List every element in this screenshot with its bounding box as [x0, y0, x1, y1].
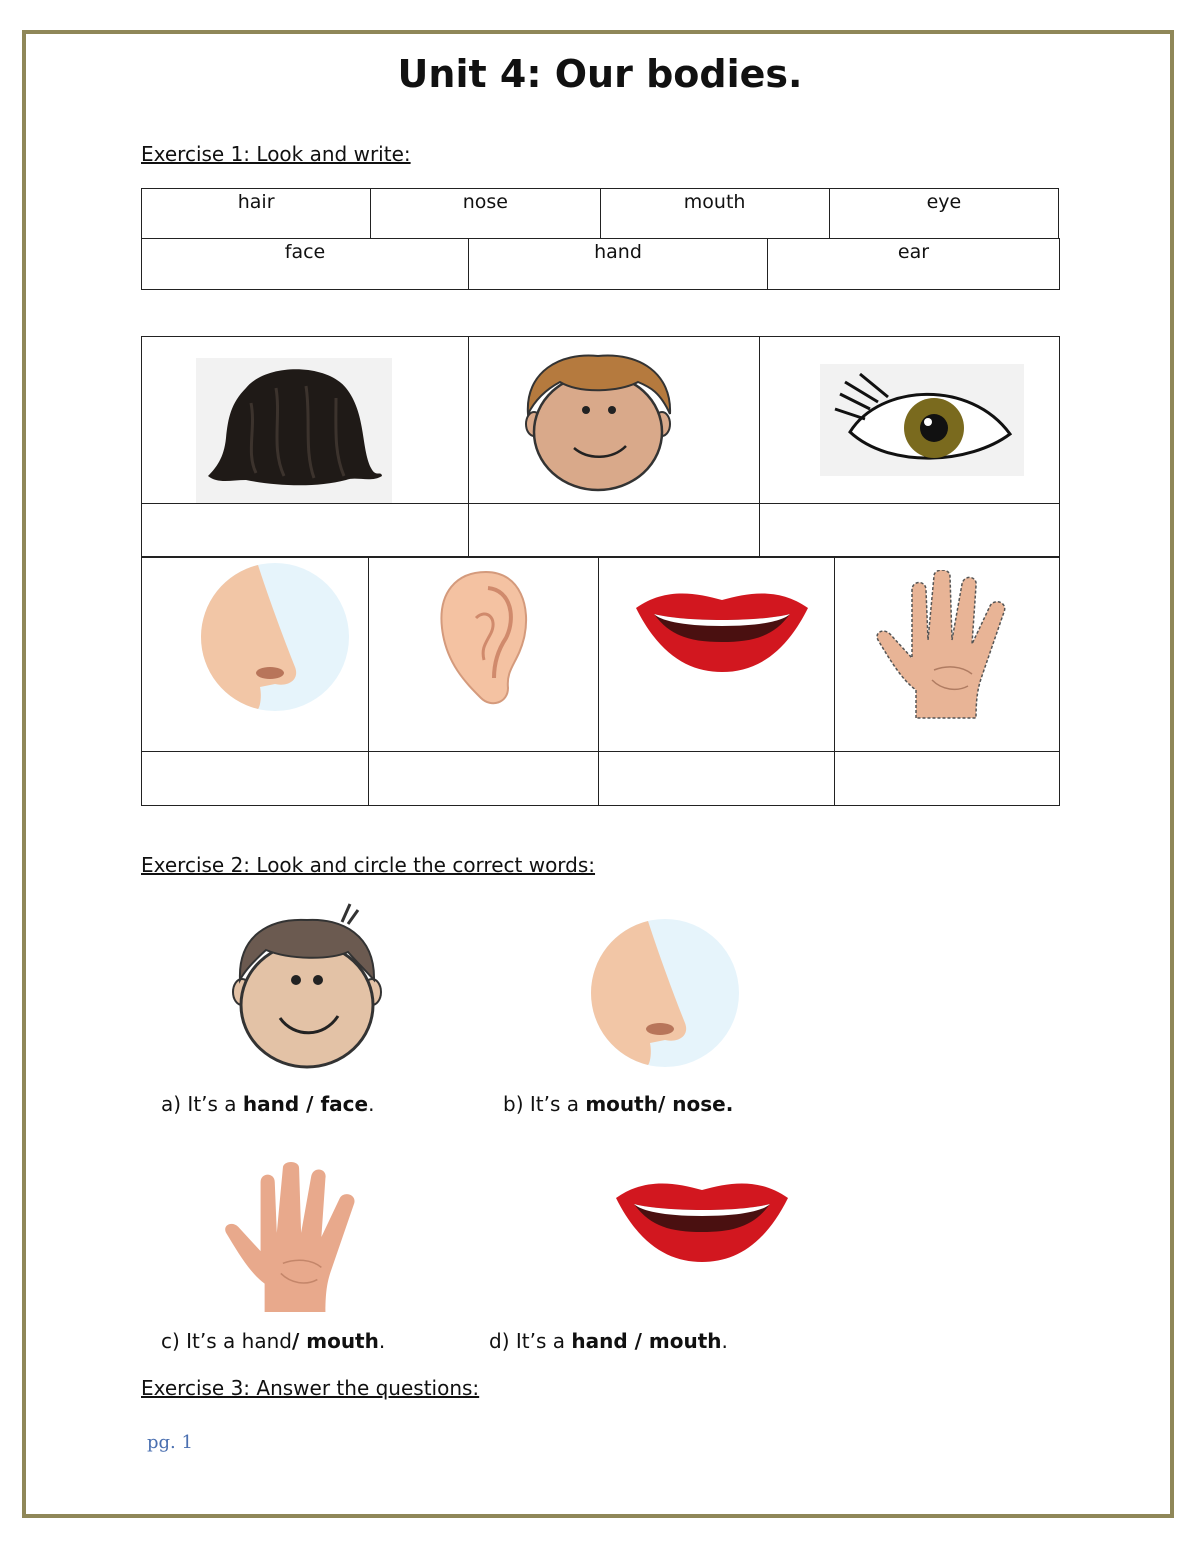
eye-picture [820, 364, 1024, 476]
nose-picture [200, 562, 350, 712]
word-bank-row-2 [141, 238, 1060, 290]
question-c-suffix: . [378, 1329, 386, 1353]
ear-picture [436, 568, 532, 708]
question-a-prefix: a) It’s a [161, 1092, 243, 1116]
answer-blank-7[interactable] [835, 752, 1060, 806]
exercise-2-heading: Exercise 2: Look and circle the correct words: [141, 853, 596, 877]
answer-blank-5[interactable] [369, 752, 599, 806]
boy-face-picture [230, 900, 384, 1070]
option-d-1[interactable]: hand [571, 1329, 628, 1353]
hand-picture [872, 570, 1016, 720]
word-mouth: mouth [600, 189, 829, 239]
nose-picture-2 [590, 918, 740, 1068]
hair-picture [196, 358, 392, 503]
question-c [161, 1329, 385, 1353]
answer-blank-2[interactable] [469, 504, 760, 558]
answer-blank-6[interactable] [599, 752, 835, 806]
option-d-2[interactable]: mouth [648, 1329, 722, 1353]
mouth-picture-2 [614, 1176, 790, 1264]
word-face: face [142, 239, 469, 290]
page-title: Unit 4: Our bodies. [397, 52, 803, 96]
option-c-2[interactable]: mouth [306, 1329, 379, 1353]
question-c-separator: / [291, 1329, 307, 1353]
option-b-2[interactable]: nose. [672, 1092, 734, 1116]
answer-blank-3[interactable] [760, 504, 1060, 558]
question-d-suffix: . [721, 1329, 728, 1353]
word-bank-row-1 [141, 188, 1059, 239]
option-a-1[interactable]: hand [242, 1092, 300, 1116]
option-a-2[interactable]: face [320, 1092, 369, 1116]
question-b-prefix: b) It’s a [503, 1092, 586, 1116]
answer-blank-4[interactable] [142, 752, 369, 806]
question-d-separator: / [627, 1329, 649, 1353]
question-a-separator: / [299, 1092, 321, 1116]
hand-picture-2 [220, 1162, 366, 1314]
question-d [489, 1329, 728, 1353]
word-nose: nose [371, 189, 600, 239]
mouth-picture [634, 586, 810, 674]
option-b-1[interactable]: mouth [585, 1092, 658, 1116]
question-c-prefix: c) It’s a hand [161, 1329, 292, 1353]
word-hair: hair [142, 189, 371, 239]
question-b-separator: / [657, 1092, 673, 1116]
question-d-prefix: d) It’s a [489, 1329, 572, 1353]
word-eye: eye [829, 189, 1058, 239]
answer-blank-1[interactable] [142, 504, 469, 558]
question-a-suffix: . [368, 1092, 375, 1116]
word-hand: hand [469, 239, 768, 290]
face-picture [520, 352, 676, 494]
word-ear: ear [768, 239, 1060, 290]
page-number: pg. 1 [147, 1432, 193, 1453]
question-a [161, 1092, 374, 1116]
exercise-3-heading: Exercise 3: Answer the questions: [141, 1376, 480, 1400]
exercise-1-heading: Exercise 1: Look and write: [141, 142, 411, 166]
question-b [503, 1092, 733, 1116]
